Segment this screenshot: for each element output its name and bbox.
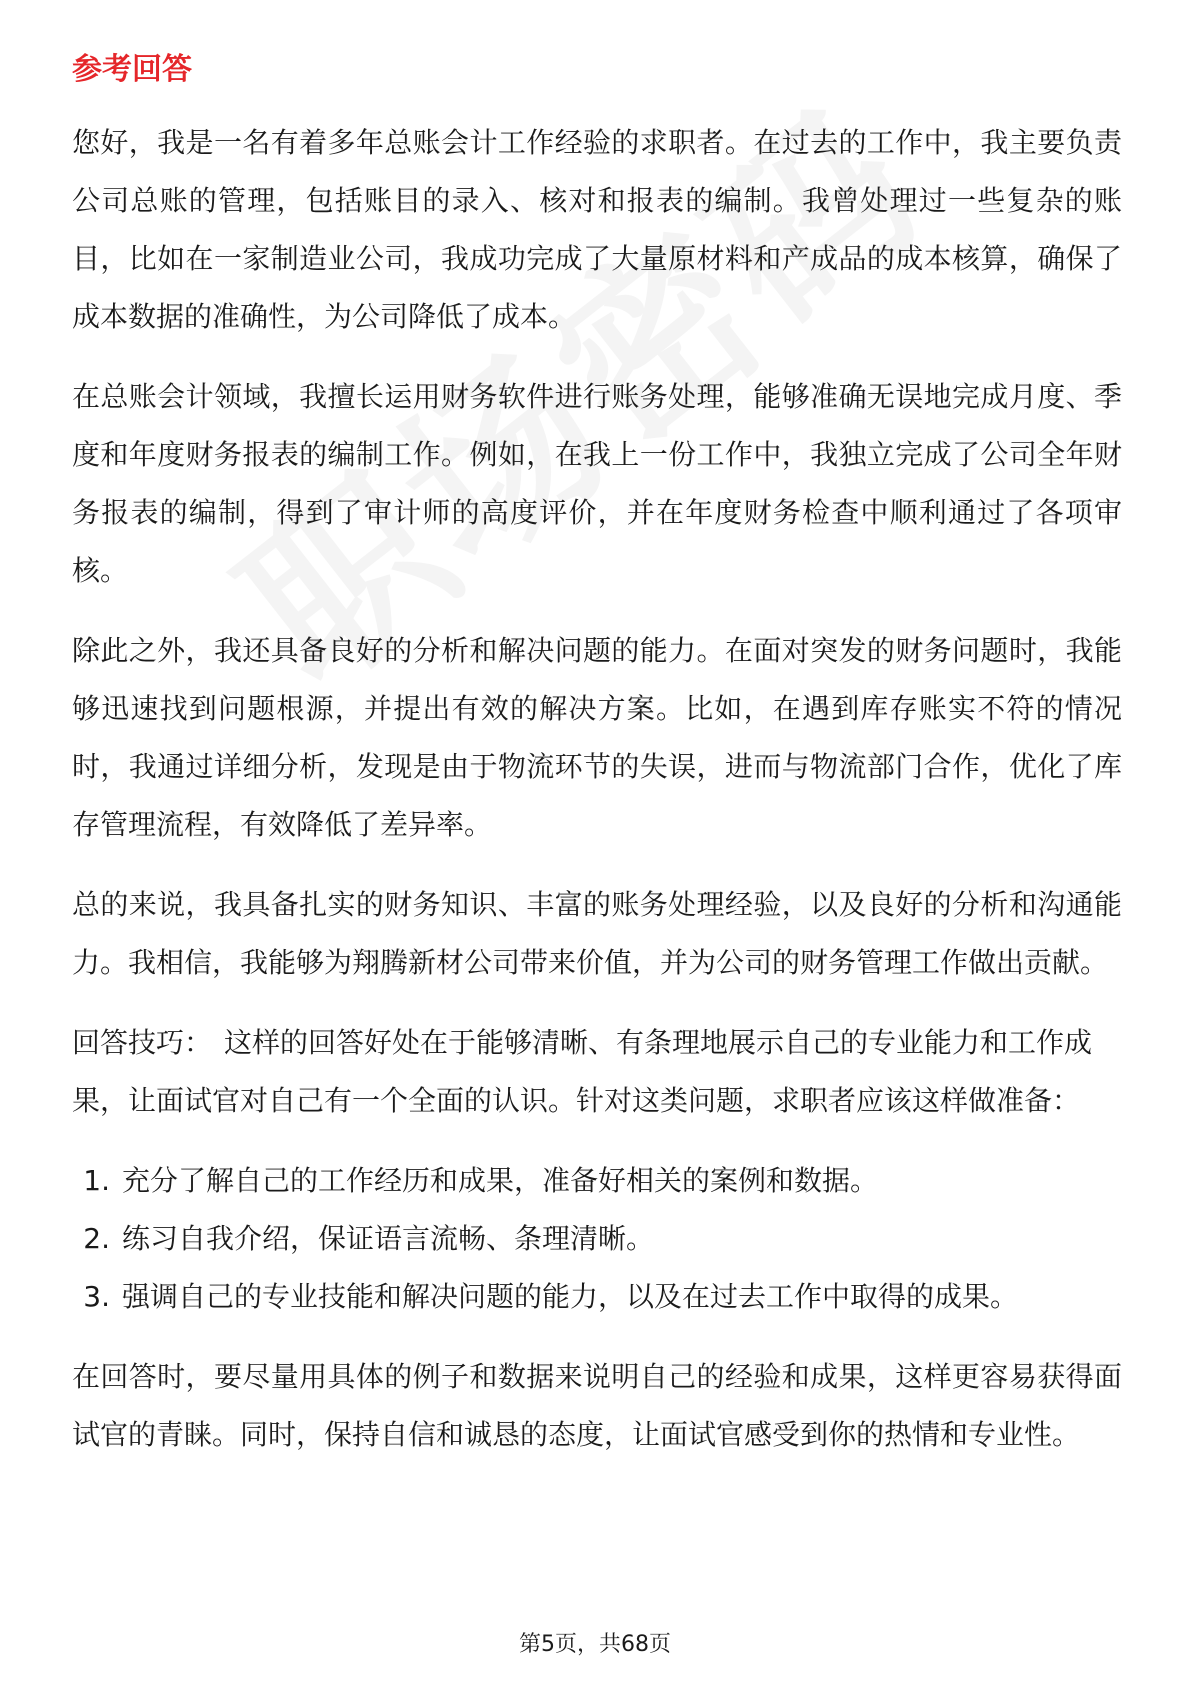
list-item-text: 强调自己的专业技能和解决问题的能力，以及在过去工作中取得的成果。 <box>122 1280 1019 1313</box>
list-item <box>72 1268 1122 1326</box>
tips-label: 回答技巧： <box>72 1026 213 1059</box>
answer-paragraph-1: 您好，我是一名有着多年总账会计工作经验的求职者。在过去的工作中，我主要负责公司总账的管理，包括账目的录入、核对和报表的编制。我曾处理过一些复杂的账目，比如在一家制造业公司，我成功完成了大量原材料和产成品的成本核算，确保了成本数据的准确性，为公司降低了成本。 <box>72 126 1122 333</box>
list-item-text: 充分了解自己的工作经历和成果，准备好相关的案例和数据。 <box>122 1164 879 1197</box>
section-title: 参考回答 <box>72 52 192 87</box>
answer-paragraph-3: 除此之外，我还具备良好的分析和解决问题的能力。在面对突发的财务问题时，我能够迅速找到问题根源，并提出有效的解决方案。比如，在遇到库存账实不符的情况时，我通过详细分析，发现是由于物流环节的失误，进而与物流部门合作，优化了库存管理流程，有效降低了差异率。 <box>72 634 1122 841</box>
list-item <box>72 1210 1122 1268</box>
list-item-number: 3. <box>83 1280 110 1313</box>
page-content <box>72 48 1122 1486</box>
list-item-number: 1. <box>83 1164 110 1197</box>
list-item-number: 2. <box>83 1222 110 1255</box>
answer-paragraph-4: 总的来说，我具备扎实的财务知识、丰富的账务处理经验，以及良好的分析和沟通能力。我相信，我能够为翔腾新材公司带来价值，并为公司的财务管理工作做出贡献。 <box>72 888 1122 979</box>
closing-paragraph: 在回答时，要尽量用具体的例子和数据来说明自己的经验和成果，这样更容易获得面试官的青睐。同时，保持自信和诚恳的态度，让面试官感受到你的热情和专业性。 <box>72 1360 1122 1451</box>
list-item-text: 练习自我介绍，保证语言流畅、条理清晰。 <box>122 1222 655 1255</box>
tips-list <box>72 1152 1122 1326</box>
answer-paragraph-2: 在总账会计领域，我擅长运用财务软件进行账务处理，能够准确无误地完成月度、季度和年度财务报表的编制工作。例如，在我上一份工作中，我独立完成了公司全年财务报表的编制，得到了审计师的高度评价，并在年度财务检查中顺利通过了各项审核。 <box>72 380 1122 587</box>
tips-text: 这样的回答好处在于能够清晰、有条理地展示自己的专业能力和工作成果，让面试官对自己有一个全面的认识。针对这类问题，求职者应该这样做准备： <box>72 1026 1093 1117</box>
tips-paragraph <box>72 1014 1122 1130</box>
page-number-footer: 第5页，共68页 <box>519 1632 671 1657</box>
list-item <box>72 1152 1122 1210</box>
